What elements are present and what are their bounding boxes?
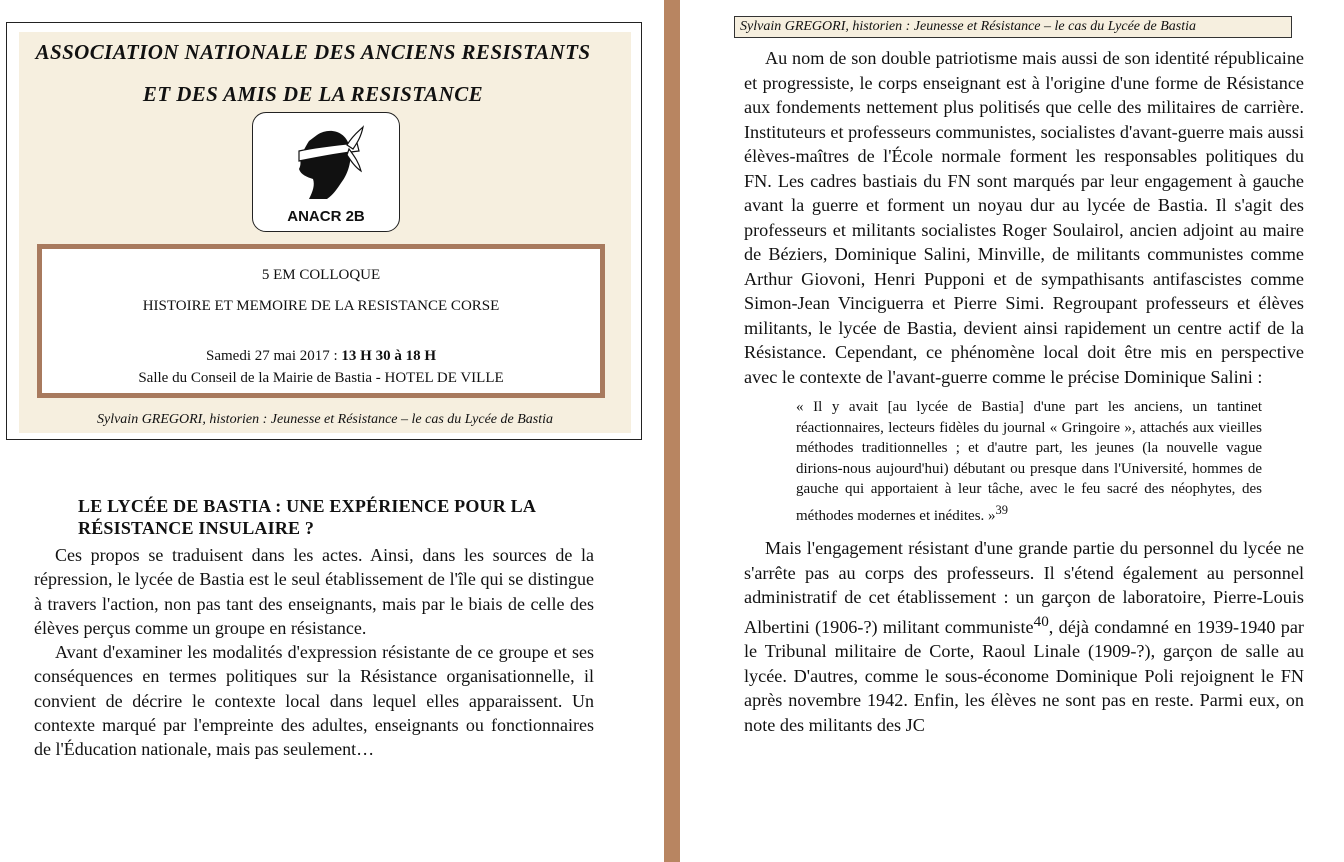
colloquium-title: HISTOIRE ET MEMOIRE DE LA RESISTANCE CORSE <box>142 298 500 314</box>
paragraph-text: , déjà condamné en 1939-1940 par le Tribunal militaire de Corte, Raoul Linale (1909-?), garçon de salle au lycée. D'autres, comme le sous-économe Dominique Poli rejoignent le FN après novembre 1942. Enfin, les élèves ne sont pas en reste. Parmi eux, on note des militants des JC <box>744 616 1304 735</box>
paragraph: Ces propos se traduisent dans les actes. Ainsi, dans les sources de la répression, le lycée de Bastia est le seul établissement de l'île qui se distingue à travers l'action, non pas tant des enseignants, mais par le biais de celle des élèves perçus comme un groupe en résistance. <box>34 545 594 638</box>
paragraph-text: Mais l'engagement résistant d'une grande partie du personnel du lycée ne s'arrête pas au corps des professeurs. Il s'étend également au personnel administratif de cet établissement : un garçon de laboratoire, Pierre-Louis Albertini (1906-?) militant communiste <box>744 538 1304 637</box>
moor-head-icon <box>287 121 365 201</box>
event-time: 13 H 30 à 18 H <box>341 348 436 364</box>
footnote-ref: 39 <box>995 502 1009 517</box>
colloquium-number: 5 EM COLLOQUE <box>261 267 381 283</box>
association-name-line2: ET DES AMIS DE LA RESISTANCE <box>142 82 484 106</box>
logo-label: ANACR 2B <box>287 208 365 225</box>
event-venue: Salle du Conseil de la Mairie de Bastia - HOTEL DE VILLE <box>138 370 504 386</box>
footnote-ref: 40 <box>1033 612 1049 630</box>
section-title: LE LYCÉE DE BASTIA : UNE EXPÉRIENCE POUR LA RÉSISTANCE INSULAIRE ? <box>78 496 536 538</box>
block-quote <box>796 397 1262 526</box>
left-article <box>34 495 594 762</box>
paragraph: Avant d'examiner les modalités d'expression résistante de ce groupe et ses conséquences en termes politiques sur la Résistance organisationnelle, il convient de décrire le contexte local dans lequel elles apparaissent. Un contexte marqué par l'empreinte des adultes, enseignants ou fonctionnaires de l'Éducation nationale, mais pas seulement… <box>34 642 594 760</box>
association-name-line1: ASSOCIATION NATIONALE DES ANCIENS RESISTANTS <box>35 40 591 64</box>
poster-background <box>19 32 631 432</box>
event-info-box <box>37 244 605 398</box>
poster-author-line: Sylvain GREGORI, historien : Jeunesse et Résistance – le cas du Lycée de Bastia <box>19 407 631 433</box>
event-datetime <box>42 348 600 365</box>
running-header: Sylvain GREGORI, historien : Jeunesse et Résistance – le cas du Lycée de Bastia <box>734 16 1292 38</box>
quote-text: « Il y avait [au lycée de Bastia] d'une part les anciens, un tantinet réactionnaires, lecteurs fidèles du journal « Gringoire », attachés aux vieilles méthodes traditionnelles ; et d'autre part, les jeunes (la nouvelle vague dirions-nous aujourd'hui) débutant ou presque dans l'Université, hommes de gauche qui apportaient à leur tâche, avec le feu sacré des néophytes, des méthodes modernes et inédites. » <box>796 399 1262 524</box>
anacr-logo <box>252 112 400 232</box>
page-divider <box>664 0 680 862</box>
paragraph <box>744 536 1304 737</box>
colloquium-poster <box>6 22 642 440</box>
right-article <box>744 46 1304 737</box>
paragraph: Au nom de son double patriotisme mais aussi de son identité républicaine et progressiste, le corps enseignant est à l'origine d'une forme de Résistance aux fondements nettement plus politisés que celle des militaires de carrière. Instituteurs et professeurs communistes, socialistes d'avant-guerre mais aussi élèves-maîtres de l'École normale forment les responsables politiques du FN. Les cadres bastiais du FN sont marqués par leur engagement à gauche avant la guerre et forment un noyau dur au lycée de Bastia. Il s'agit des professeurs et militants socialistes Roger Soulairol, ancien adjoint au maire de Béziers, Dominique Salini, Minville, de militants communistes comme Arthur Giovoni, Henri Pupponi et de sympathisants antifascistes comme Simon-Jean Vinciguerra et Pierre Simi. Regroupant professeurs et élèves militants, le lycée de Bastia, devient ainsi rapidement un centre actif de la Résistance. Cependant, ce phénomène local doit être mis en perspective avec le contexte de l'avant-guerre comme le précise Dominique Salini : <box>744 48 1304 387</box>
event-date: Samedi 27 mai 2017 : <box>206 348 338 364</box>
